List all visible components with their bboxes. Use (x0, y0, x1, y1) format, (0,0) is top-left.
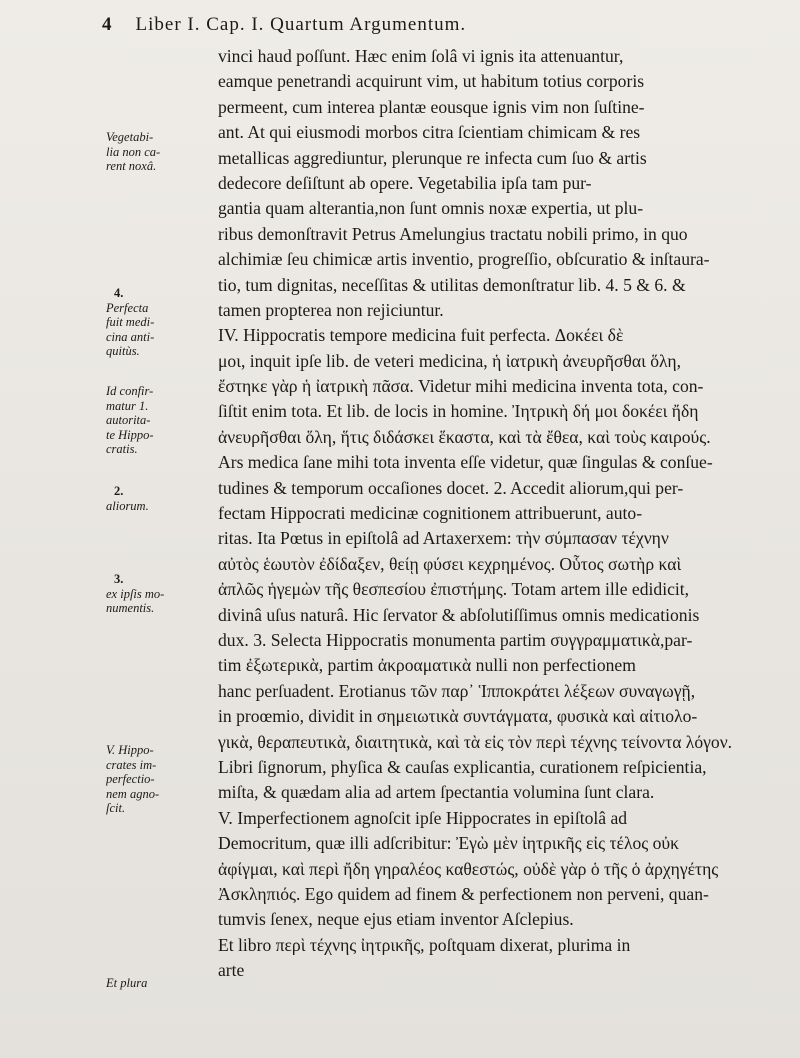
body-line: ritas. Ita Pœtus in epiſtolâ ad Artaxerxem: τὴν σύμπασαν τέχνην (218, 528, 669, 549)
body-line: vinci haud poſſunt. Hæc enim ſolâ vi ignis ita attenuantur, (218, 46, 624, 66)
body-line: divinâ uſus naturâ. Hic ſervator & abſolutiſſimus omnis medicationis (218, 604, 700, 625)
margin-note (106, 484, 214, 513)
body-line: ἀφίγμαι, καὶ περὶ ἤδη γηραλέος καθεστώς, οὐδὲ γὰρ ὁ τῆς ὁ ἀρχηγέτης (218, 858, 719, 879)
margin-note-line: Perfecta (106, 300, 149, 315)
body-line: ſiſtit enim tota. Et lib. de locis in homine. Ἰητρικὴ δή μοι δοκέει ἤδη (218, 401, 699, 422)
margin-note-line: Vegetabi- (106, 130, 154, 144)
margin-note (106, 384, 214, 457)
margin-note (106, 286, 214, 359)
body-line: arte (218, 960, 245, 981)
margin-note (106, 572, 214, 616)
body-line: ἀπλῶς ἡγεμὼν τῆς θεσπεσίου ἐπιστήμης. Totam artem ille edidicit, (218, 579, 690, 600)
margin-note (106, 130, 214, 174)
margin-note-line: cina anti- (106, 329, 155, 344)
margin-note-number: 3. (114, 572, 124, 586)
page-number: 4 (102, 14, 112, 35)
body-line: hanc perſuadent. Erotianus τῶν παρ᾽ Ἱπποκράτει λέξεων συναγωγῇ, (218, 680, 696, 701)
body-line: ant. At qui eiusmodi morbos citra ſcientiam chimicam & res (218, 122, 641, 143)
body-line: metallicas aggrediuntur, plerunque re infecta cum ſuo & artis (218, 147, 647, 168)
body-line: miſta, & quædam alia ad artem ſpectantia volumina ſunt clara. (218, 782, 655, 803)
margin-note-line: perfectio- (106, 772, 155, 786)
margin-note (106, 743, 214, 816)
body-line: tamen propterea non rejiciuntur. (218, 299, 444, 320)
body-line: Ars medica ſane mihi tota inventa eſſe videtur, quæ ſingulas & conſue- (218, 452, 713, 473)
margin-note-line: Id confir- (106, 384, 154, 398)
body-line: Et libro περὶ τέχνης ἰητρικῆς, poſtquam dixerat, plurima in (218, 934, 631, 955)
body-line: Democritum, quæ illi adſcribitur: Ἐγὼ μὲν ἰητρικῆς εἰς τέλος οὐκ (218, 833, 680, 854)
margin-note-line: numentis. (106, 601, 155, 615)
margin-note-line: cratis. (106, 442, 138, 456)
body-line: Libri ſignorum, phyſica & cauſas explicantia, curationem reſpicientia, (218, 756, 707, 777)
margin-note-line: crates im- (106, 757, 157, 772)
margin-note-line: ex ipſis mo- (106, 586, 165, 601)
margin-note-line: quitùs. (106, 344, 140, 358)
margin-note-line: matur 1. (106, 398, 149, 413)
body-line: tio, tum dignitas, neceſſitas & utilitas demonſtratur lib. 4. 5 & 6. & (218, 274, 686, 295)
body-line: αὐτὸς ἑωυτὸν ἐδίδαξεν, θείῃ φύσει κεχρημένος. Οὗτος σωτὴρ καὶ (218, 553, 682, 574)
body-line: IV. Hippocratis tempore medicina fuit perfecta. Δοκέει δὲ (218, 325, 624, 346)
body-line: gantia quam alterantia,non ſunt omnis noxæ expertia, ut plu- (218, 198, 644, 219)
margin-note-line: Et plura (106, 976, 148, 990)
body-line: fectam Hippocrati medicinæ cognitionem attribuerunt, auto- (218, 503, 643, 524)
body-line: ἔστηκε γὰρ ἡ ἰατρικὴ πᾶσα. Videtur mihi medicina inventa tota, con- (218, 376, 704, 397)
margin-note-line: rent noxâ. (106, 159, 157, 173)
body-line: eamque penetrandi acquirunt vim, ut habitum totius corporis (218, 71, 645, 92)
margin-note-line: autorita- (106, 413, 151, 427)
body-line: in proœmio, dividit in σημειωτικὰ συντάγματα, φυσικὰ καὶ αἰτιολο- (218, 706, 698, 727)
body-line: permeent, cum interea plantæ eousque ignis vim non ſuſtine- (218, 96, 645, 117)
body-line: tumvis ſenex, neque ejus etiam inventor Aſclepius. (218, 909, 574, 930)
margin-note-line: ſcit. (106, 801, 126, 815)
body-line: tudines & temporum occaſiones docet. 2. Accedit aliorum,qui per- (218, 477, 684, 498)
body-line: alchimiæ ſeu chimicæ artis inventio, progreſſio, obſcuratio & inſtaura- (218, 249, 710, 270)
page-header (102, 14, 770, 40)
body-line: dux. 3. Selecta Hippocratis monumenta partim συγγραμματικὰ,par- (218, 629, 693, 650)
margin-note-number: 2. (114, 484, 124, 498)
margin-note-line: nem agno- (106, 786, 160, 801)
body-line: ἀνευρῆσθαι ὅλη, ἥτις διδάσκει ἕκαστα, καὶ τὰ ἔθεα, καὶ τοὺς καιρούς. (218, 426, 711, 447)
body-line: Ἀσκληπιός. Ego quidem ad finem & perfectionem non perveni, quan- (218, 883, 709, 904)
body-line: V. Imperfectionem agnoſcit ipſe Hippocrates in epiſtolâ ad (218, 807, 628, 828)
body-line: γικὰ, θεραπευτικὰ, διαιτητικὰ, καὶ τὰ εἰς τὸν περὶ τέχνης τείνοντα λόγον. (218, 731, 733, 752)
margin-note-number: 4. (114, 286, 124, 300)
body-line: μοι, inquit ipſe lib. de veteri medicina, ἡ ἰατρικὴ ἀνευρῆσθαι ὅλη, (218, 350, 681, 371)
margin-note-line: lia non ca- (106, 144, 161, 159)
margin-note-line: te Hippo- (106, 427, 154, 442)
body-line: tim ἐξωτερικὰ, partim ἀκροαματικὰ nulli non perfectionem (218, 655, 636, 676)
margin-note-line: aliorum. (106, 498, 149, 513)
margin-note-line: fuit medi- (106, 315, 155, 329)
margin-note-line: V. Hippo- (106, 743, 154, 757)
margin-note (106, 976, 214, 991)
running-title: Liber I. Cap. I. Quartum Argumentum. (135, 14, 467, 35)
body-line: dedecore deſiſtunt ab opere. Vegetabilia ipſa tam pur- (218, 172, 592, 193)
body-line: ribus demonſtravit Petrus Amelungius tractatu nobili primo, in quo (218, 223, 688, 244)
body-text (218, 44, 792, 983)
